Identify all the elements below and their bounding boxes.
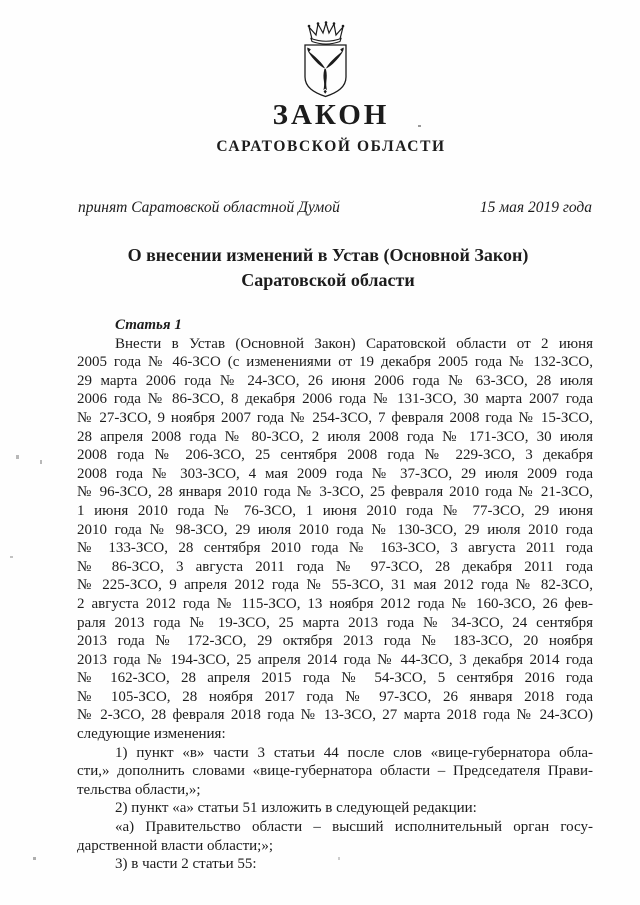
body-line: № 162-ЗСО, 28 апреля 2015 года № 54-ЗСО, 5 сентября 2016 года xyxy=(77,670,593,687)
body-line: «а) Правительство области – высший исполнительный орган госу- xyxy=(115,819,593,836)
body-line: 2006 года № 86-ЗСО, 8 декабря 2006 года № 131-ЗСО, 30 марта 2007 года xyxy=(77,391,593,408)
scan-speck xyxy=(338,857,340,860)
body-line: № 86-ЗСО, 3 августа 2011 года № 97-ЗСО, 28 декабря 2011 года xyxy=(77,558,593,575)
body-line: № 225-ЗСО, 9 апреля 2012 года № 55-ЗСО, 31 мая 2012 года № 82-ЗСО, xyxy=(77,577,593,594)
adopted-by-text: принят Саратовской областной Думой xyxy=(78,199,340,216)
body-line: дарственной власти области;»; xyxy=(77,837,273,854)
scan-speck xyxy=(16,455,19,459)
body-line: раля 2013 года № 19-ЗСО, 25 марта 2013 года № 34-ЗСО, 24 сентября xyxy=(77,614,593,631)
body-line: № 133-ЗСО, 28 сентября 2010 года № 163-ЗСО, 3 августа 2011 года xyxy=(77,540,593,557)
body-text xyxy=(77,316,593,874)
document-title xyxy=(8,243,640,293)
body-line: 2005 года № 46-ЗСО (с изменениями от 19 декабря 2005 года № 132-ЗСО, xyxy=(77,354,593,371)
body-line: следующие изменения: xyxy=(77,726,226,743)
body-line: 1 июня 2010 года № 76-ЗСО, 1 июня 2010 года № 77-ЗСО, 29 июня xyxy=(77,502,593,519)
body-line: № 27-ЗСО, 9 ноября 2007 года № 254-ЗСО, 7 февраля 2008 года № 15-ЗСО, xyxy=(77,409,593,426)
body-line: № 2-ЗСО, 28 февраля 2018 года № 13-ЗСО, 27 марта 2018 года № 24-ЗСО) xyxy=(77,707,593,724)
document-kind-heading: ЗАКОН xyxy=(272,99,390,131)
body-line: 2008 года № 206-ЗСО, 25 сентября 2008 года № 229-ЗСО, 3 декабря xyxy=(77,447,593,464)
body-line: № 105-ЗСО, 28 ноября 2017 года № 97-ЗСО, 26 января 2018 года xyxy=(77,688,593,705)
body-line: 2010 года № 98-ЗСО, 29 июля 2010 года № 130-ЗСО, 29 июля 2010 года xyxy=(77,521,593,538)
adoption-row xyxy=(78,199,592,217)
scan-speck xyxy=(33,857,36,860)
body-line: 3) в части 2 статьи 55: xyxy=(115,856,257,873)
article-heading: Статья 1 xyxy=(115,317,182,333)
region-heading: САРАТОВСКОЙ ОБЛАСТИ xyxy=(216,138,446,155)
body-line: 29 марта 2006 года № 24-ЗСО, 26 июня 2006 года № 63-ЗСО, 28 июля xyxy=(77,372,593,389)
document-title-line1: О внесении изменений в Устав (Основной Закон) xyxy=(127,245,529,265)
body-line: 1) пункт «в» части 3 статьи 44 после слов «вице-губернатора обла- xyxy=(115,744,593,761)
body-line: № 96-ЗСО, 28 января 2010 года № 3-ЗСО, 25 февраля 2010 года № 21-ЗСО, xyxy=(77,484,593,501)
body-line: 2008 года № 303-ЗСО, 4 мая 2009 года № 37-ЗСО, 29 июля 2009 года xyxy=(77,465,593,482)
body-line: 28 апреля 2008 года № 80-ЗСО, 2 июля 2008 года № 171-ЗСО, 30 июля xyxy=(77,428,593,445)
body-line: сти,» дополнить словами «вице-губернатора области – Председателя Прави- xyxy=(77,763,593,780)
body-line: Внести в Устав (Основной Закон) Саратовской области от 2 июня xyxy=(115,335,593,352)
scan-speck xyxy=(418,125,421,127)
body-line: 2) пункт «а» статьи 51 изложить в следующей редакции: xyxy=(115,800,477,817)
document-title-line2: Саратовской области xyxy=(241,270,415,290)
body-line: 2013 года № 194-ЗСО, 25 апреля 2014 года № 44-ЗСО, 3 декабря 2014 года xyxy=(77,651,593,668)
adoption-date: 15 мая 2019 года xyxy=(479,199,592,216)
body-line: 2013 года № 172-ЗСО, 29 октября 2013 года № 183-ЗСО, 20 ноября xyxy=(77,633,593,650)
scan-speck xyxy=(10,556,13,558)
body-line: 2 августа 2012 года № 115-ЗСО, 13 ноября 2012 года № 160-ЗСО, 26 фев- xyxy=(77,595,593,612)
saratov-coat-of-arms-icon xyxy=(296,18,352,100)
scan-speck xyxy=(40,460,42,464)
body-line: тельства области,»; xyxy=(77,781,201,798)
